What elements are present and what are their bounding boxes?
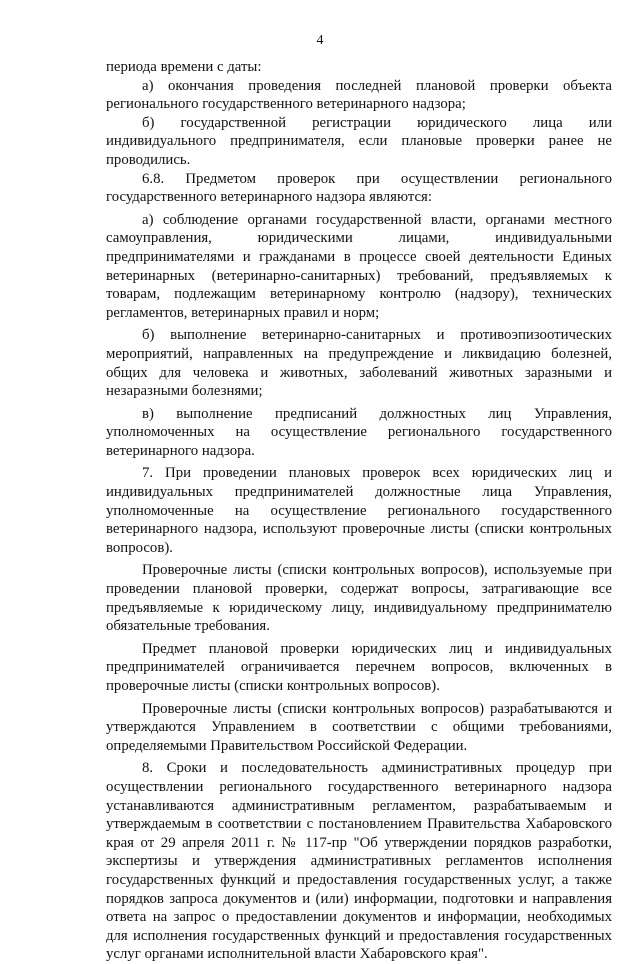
paragraph-subject-b-measures: б) выполнение ветеринарно-санитарных и противоэпизоотических мероприятий, направленных на предупреждение и ликвидацию болезней, общих для человека и животных, заболеваний животных заразными и незаразными болезнями;	[106, 327, 612, 400]
document-body	[106, 58, 612, 964]
paragraph-7-checklists: 7. При проведении плановых проверок всех юридических лиц и индивидуальных предпринимателей должностные лица Управления, уполномоченные на осуществление регионального государственного ветеринарного надзора, используют проверочные листы (списки контрольных вопросов).	[106, 465, 612, 556]
paragraph-checklists-content: Проверочные листы (списки контрольных вопросов), используемые при проведении плановой проверки, содержат вопросы, затрагивающие все предъявляемые к юридическому лицу, индивидуальному предпринимателю обязательные требования.	[106, 562, 612, 635]
paragraph-inspection-scope: Предмет плановой проверки юридических лиц и индивидуальных предпринимателей ограничивается перечнем вопросов, включенных в проверочные листы (списки контрольных вопросов).	[106, 640, 612, 694]
paragraph-subject-c-orders: в) выполнение предписаний должностных лиц Управления, уполномоченных на осуществление регионального государственного ветеринарного надзора.	[106, 405, 612, 459]
paragraph-item-b-registration: б) государственной регистрации юридического лица или индивидуального предпринимателя, если плановые проверки ранее не проводились.	[106, 114, 612, 168]
page-number: 4	[316, 33, 324, 48]
paragraph-checklists-approval: Проверочные листы (списки контрольных вопросов) разрабатываются и утверждаются Управлением в соответствии с общими требованиями, определяемыми Правительством Российской Федерации.	[106, 700, 612, 754]
paragraph-item-a-last-inspection: а) окончания проведения последней плановой проверки объекта регионального государственного ветеринарного надзора;	[106, 77, 612, 113]
paragraph-period-intro: периода времени с даты:	[106, 59, 262, 75]
paragraph-8-procedures: 8. Сроки и последовательность административных процедур при осуществлении регионального государственного ветеринарного надзора устанавливаются административным регламентом, разрабатываемым и утверждаемым в соответствии с постановлением Правительства Хабаровского края от 29 апреля 2011 г. № 117-пр "Об утверждении порядков разработки, экспертизы и утверждения административных регламентов исполнения государственных функций и предоставления государственных услуг, а также порядков запроса документов и (или) информации, подготовки и направления ответа на запрос о предоставлении документов и информации, необходимых для исполнения государственных функций и предоставления государственных услуг органами исполнительной власти Хабаровского края".	[106, 760, 612, 963]
paragraph-subject-a-compliance: а) соблюдение органами государственной власти, органами местного самоуправления, юридическими лицами, индивидуальными предпринимателями и гражданами в процессе своей деятельности Единых ветеринарных (ветеринарно-санитарных) требований, предъявляемых к товарам, подлежащим ветеринарному контролю (надзору), технических регламентов, ветеринарных правил и норм;	[106, 211, 612, 321]
paragraph-6-8-subject: 6.8. Предметом проверок при осуществлении регионального государственного ветеринарного надзора являются:	[106, 170, 612, 206]
